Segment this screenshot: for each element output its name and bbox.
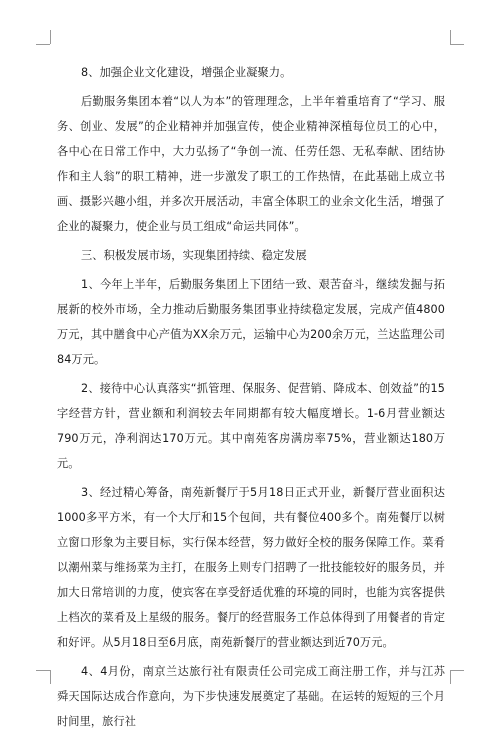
paragraph-reception: 2、接待中心认真落实“抓管理、保服务、促营销、降成本、创效益”的15字经营方针，营业额和利润较去年同期都有较大幅度增长。1-6月营业额达790万元，净利润达170万元。其中南苑客房满房率75%，营业额达180万元。 (57, 382, 445, 470)
paragraph-restaurant: 3、经过精心筹备，南苑新餐厅于5月18日正式开业，新餐厅营业面积达1000多平方米，有一个大厅和15个包间，共有餐位400多个。南苑餐厅以树立窗口形象为主要目标，实行保本经营，努力做好全校的服务保障工作。菜肴以潮州菜与维扬菜为主打，在服务上则专门招聘了一批技能较好的服务员，并加大日常培训的力度，使宾客在享受舒适优雅的环境的同时，也能为宾客提供上档次的菜肴及上星级的服务。餐厅的经营服务工作总体得到了用餐者的肯定和好评。从5月18日至6月底，南苑新餐厅的营业额达到近70万元。 (57, 486, 445, 649)
crop-mark-bottom-right (450, 670, 464, 671)
crop-mark-bottom-right (450, 670, 451, 684)
document-body (57, 60, 445, 738)
section-heading-culture: 8、加强企业文化建设，增强企业凝聚力。 (81, 66, 292, 79)
section-heading-market: 三、积极发展市场，实现集团持续、稳定发展 (81, 249, 307, 262)
crop-mark-top-right (450, 44, 464, 45)
crop-mark-top-right (450, 30, 451, 44)
paragraph-output: 1、今年上半年，后勤服务集团上下团结一致、艰苦奋斗，继续发掘与拓展新的校外市场，全力推动后勤服务集团事业持续稳定发展，完成产值4800万元，其中膳食中心产值为XX余万元，运输中心为200余万元，兰达监理公司84万元。 (57, 278, 445, 366)
crop-mark-bottom-left (36, 670, 50, 671)
crop-mark-top-left (50, 30, 51, 44)
crop-mark-top-left (36, 44, 50, 45)
crop-mark-bottom-left (50, 670, 51, 684)
paragraph-travel-agency: 4、4月份，南京兰达旅行社有限责任公司完成工商注册工作，并与江苏舜天国际达成合作意向，为下步快速发展奠定了基础。在运转的短短的三个月时间里，旅行社 (57, 665, 445, 728)
paragraph-culture: 后勤服务集团本着“以人为本”的管理理念，上半年着重培育了“学习、服务、创业、发展”的企业精神并加强宣传，使企业精神深植每位员工的心中，各中心在日常工作中，大力弘扬了“争创一流、任劳任怨、无私奉献、团结协作和主人翁”的职工精神，进一步激发了职工的工作热情，在此基础上成立书画、摄影兴趣小组，并多次开展活动，丰富全体职工的业余文化生活，增强了企业的凝聚力，使企业与员工组成“命运共同体”。 (57, 95, 445, 233)
